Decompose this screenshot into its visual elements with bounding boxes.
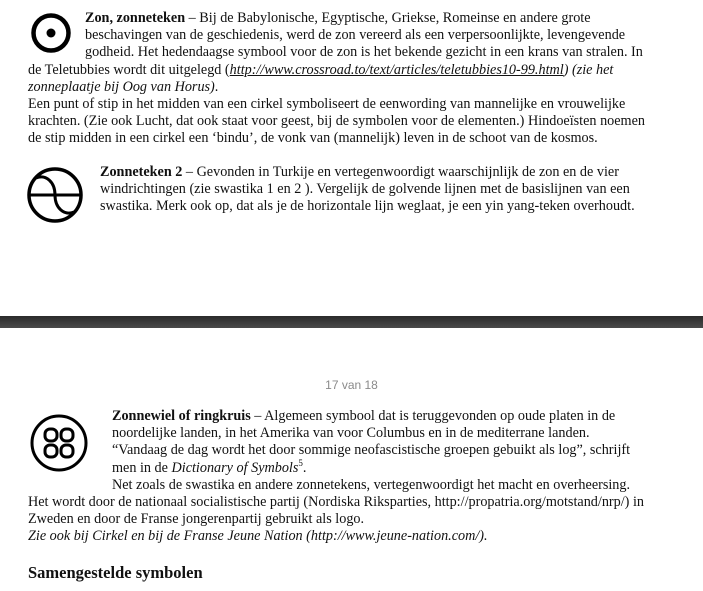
- page-number: 17 van 18: [325, 378, 378, 392]
- sun-sign-2-title: Zonneteken 2: [100, 164, 183, 180]
- sun-wheel-title: Zonnewiel of ringkruis: [112, 408, 251, 424]
- page-divider: [0, 316, 703, 328]
- footnote-ref[interactable]: 5: [298, 457, 303, 468]
- sun-sign-2-paragraph: Zonneteken 2 – Gevonden in Turkije en vertegenwoordigt waarschijnlijk de zon en de vier windrichtingen (zie swastika 1 en 2 ). Vergelijk de golvende lijnen met de basislijnen van een swastika. Merk ook op, dat als je de horizontale lijn weglaat, je een yin yang-teken overhoudt.: [100, 164, 635, 215]
- section-heading: Samengestelde symbolen: [28, 563, 203, 582]
- sun-paragraph: Zon, zonneteken – Bij de Babylonische, Egyptische, Griekse, Romeinse en andere grote beschavingen van de geschiedenis, werd de zon vereerd als een verpersoonlijkte, levengevende godheid. Het hedendaagse symbool voor de zon is het bekende gezicht in een krans van stralen. In de Teletubbies wordt dit uitgelegd (http://www.crossroad.to/text/articles/teletubbies10-99.html) (zie het zonneplaatje bij Oog van Horus). Een punt of stip in het midden van een cirkel symboliseert de eenwording van mannelijke en vrouwelijke krachten. (Zie ook Lucht, dat ook staat voor geest, bij de symbolen voor de elementen.) Hindoeïsten noemen de stip midden in een cirkel een ‘bindu’, de vonk van (mannelijk) leven in de schoot van de kosmos.: [28, 10, 645, 147]
- teletubbies-link[interactable]: http://www.crossroad.to/text/articles/teletubbies10-99.html: [229, 61, 564, 78]
- sun-wheel-paragraph: Zonnewiel of ringkruis – Algemeen symbool dat is teruggevonden op oude platen in de noordelijke landen, in het Amerika van voor Columbus en in de mediterrane landen. “Vandaag de dag wordt het door sommige neofascistische groepen gebuikt als log”, schrijft men in de Dictionary of Symbols$^5$. Net zoals de swastika en andere zonnetekens, vertegenwoordigt het macht en overheersing. Het wordt door de nationaal socialistische partij (Nordiska Riksparties, http://propatria.org/motstand/nrp/) in Zweden en door de Franse jongerenpartij gebruikt als logo. Zie ook bij Cirkel en bij de Franse Jeune Nation (http://www.jeune-nation.com/).: [28, 408, 644, 545]
- dictionary-title: Dictionary of Symbols: [171, 459, 299, 476]
- sun-title: Zon, zonneteken: [85, 10, 186, 26]
